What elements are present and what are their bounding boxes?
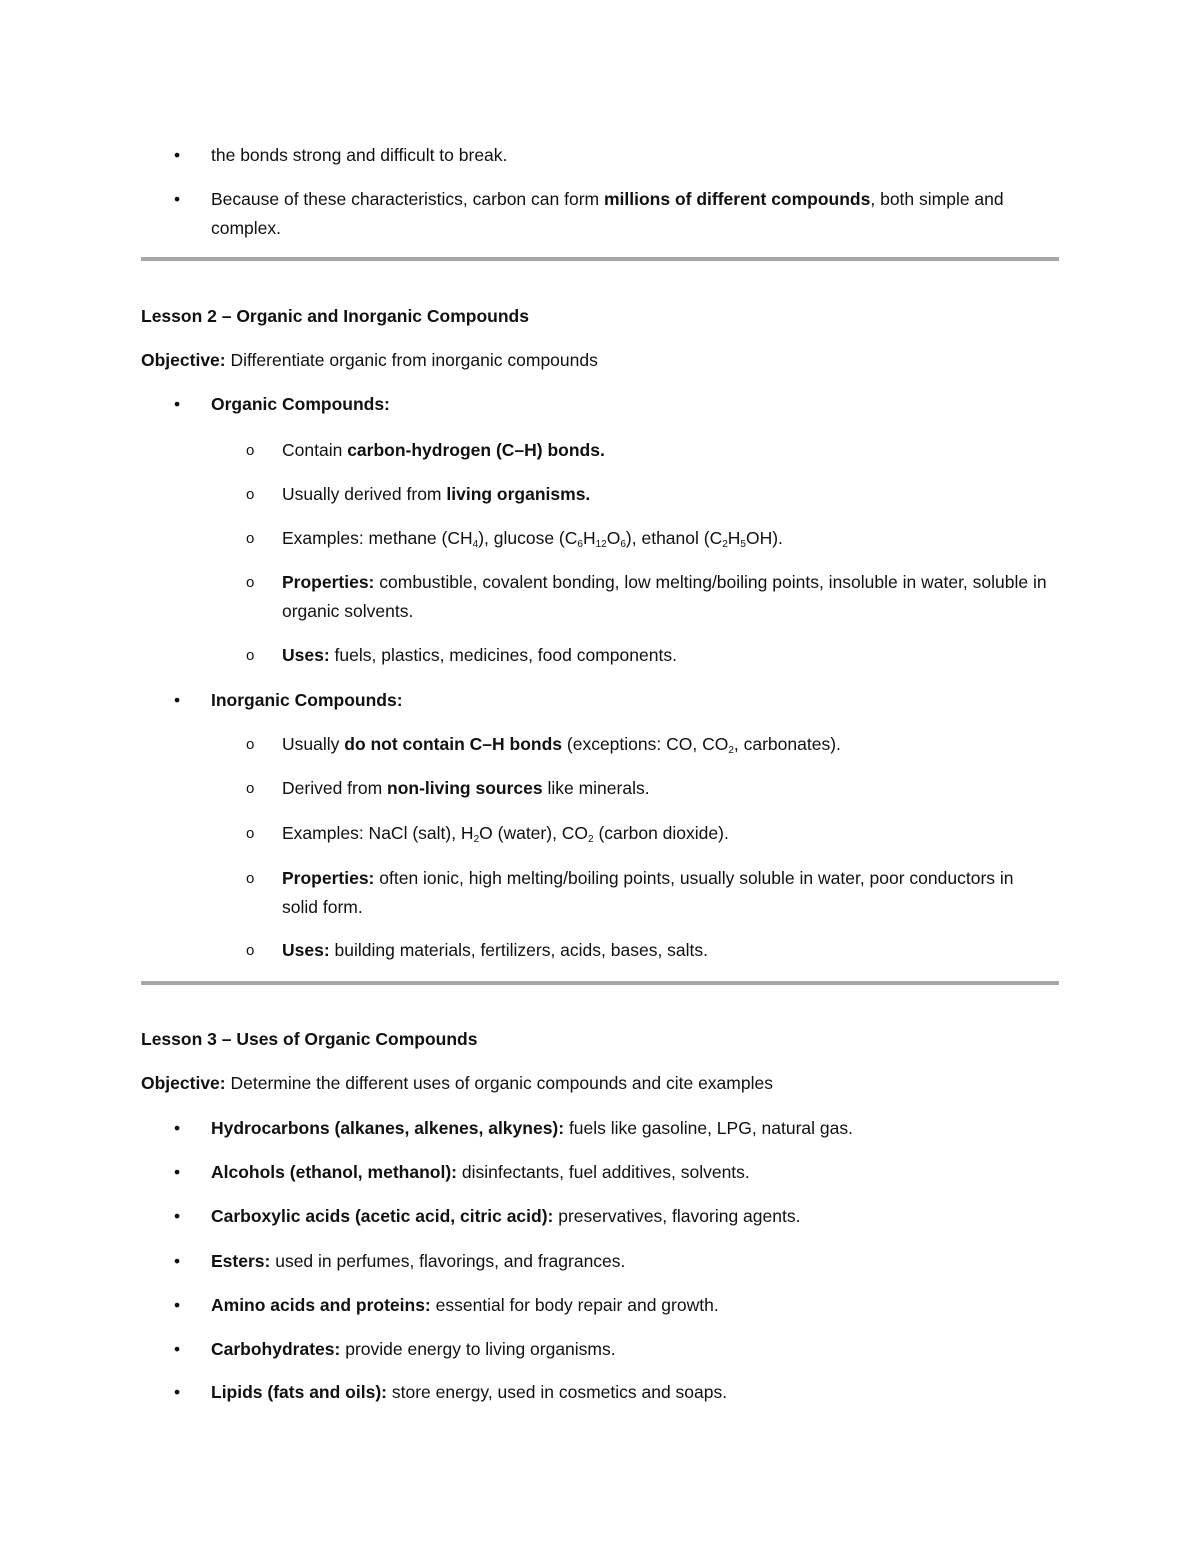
list-item: Hydrocarbons (alkanes, alkenes, alkynes): fuels like gasoline, LPG, natural gas.	[211, 1118, 853, 1138]
bullet-disc: •	[174, 1382, 181, 1402]
bullet-circle: o	[246, 574, 255, 591]
bullet-circle: o	[246, 870, 255, 887]
bullet-disc: •	[174, 189, 181, 209]
list-item: Amino acids and proteins: essential for body repair and growth.	[211, 1295, 719, 1315]
bullet-disc: •	[174, 690, 181, 710]
bullet-disc: •	[174, 1118, 181, 1138]
lesson-3-title: Lesson 3 – Uses of Organic Compounds	[141, 1029, 478, 1049]
bullet-circle: o	[246, 780, 255, 797]
inorganic-derived: Derived from non-living sources like minerals.	[282, 778, 650, 798]
lesson-3-objective: Objective: Determine the different uses of organic compounds and cite examples	[141, 1073, 773, 1093]
organic-compounds-heading: Organic Compounds:	[211, 394, 390, 414]
organic-examples: Examples: methane $(CH_4)$, glucose $(C_6H_{12}O_6)$, ethanol $(C_2H_5OH)$.	[282, 528, 783, 550]
inorganic-uses: Uses: building materials, fertilizers, acids, bases, salts.	[282, 940, 709, 960]
bullet-circle: o	[246, 530, 255, 547]
bullet-disc: •	[174, 1251, 181, 1271]
inorganic-properties: Properties: often ionic, high melting/boiling points, usually soluble in water, poor conductors in solid form.	[282, 868, 1014, 917]
bullet-circle: o	[246, 942, 255, 959]
inorganic-examples: Examples: NaCl (salt), $H_2O$ (water), $CO_2$ (carbon dioxide).	[282, 823, 729, 845]
organic-contain: Contain carbon-hydrogen (C–H) bonds.	[282, 440, 605, 460]
bullet-circle: o	[246, 736, 255, 753]
lesson-2-title: Lesson 2 – Organic and Inorganic Compounds	[141, 306, 529, 326]
bullet-disc: •	[174, 1339, 181, 1359]
bullet-circle: o	[246, 647, 255, 664]
organic-derived: Usually derived from living organisms.	[282, 484, 591, 504]
section-divider	[141, 981, 1059, 985]
bullet-circle: o	[246, 486, 255, 503]
bullet-disc: •	[174, 1162, 181, 1182]
organic-uses: Uses: fuels, plastics, medicines, food components.	[282, 645, 677, 665]
intro-item-2: Because of these characteristics, carbon can form millions of different compounds, both simple and complex.	[211, 189, 1004, 238]
bullet-circle: o	[246, 442, 255, 459]
inorganic-compounds-heading: Inorganic Compounds:	[211, 690, 403, 710]
section-divider	[141, 257, 1059, 261]
bullet-disc: •	[174, 1206, 181, 1226]
list-item: Esters: used in perfumes, flavorings, and fragrances.	[211, 1251, 626, 1271]
list-item: Carbohydrates: provide energy to living organisms.	[211, 1339, 616, 1359]
list-item: Alcohols (ethanol, methanol): disinfectants, fuel additives, solvents.	[211, 1162, 750, 1182]
bullet-disc: •	[174, 1295, 181, 1315]
list-item: Lipids (fats and oils): store energy, used in cosmetics and soaps.	[211, 1382, 728, 1402]
lesson-2-objective: Objective: Differentiate organic from inorganic compounds	[141, 350, 598, 370]
inorganic-contain: Usually do not contain C–H bonds (exceptions: CO, $CO_2$, carbonates).	[282, 734, 841, 756]
intro-item-1: the bonds strong and difficult to break.	[211, 145, 508, 165]
bullet-disc: •	[174, 394, 181, 414]
bullet-circle: o	[246, 825, 255, 842]
bullet-disc: •	[174, 145, 181, 165]
list-item: Carboxylic acids (acetic acid, citric acid): preservatives, flavoring agents.	[211, 1206, 801, 1226]
organic-properties: Properties: combustible, covalent bonding, low melting/boiling points, insoluble in water, soluble in organic solvents.	[282, 572, 1047, 621]
